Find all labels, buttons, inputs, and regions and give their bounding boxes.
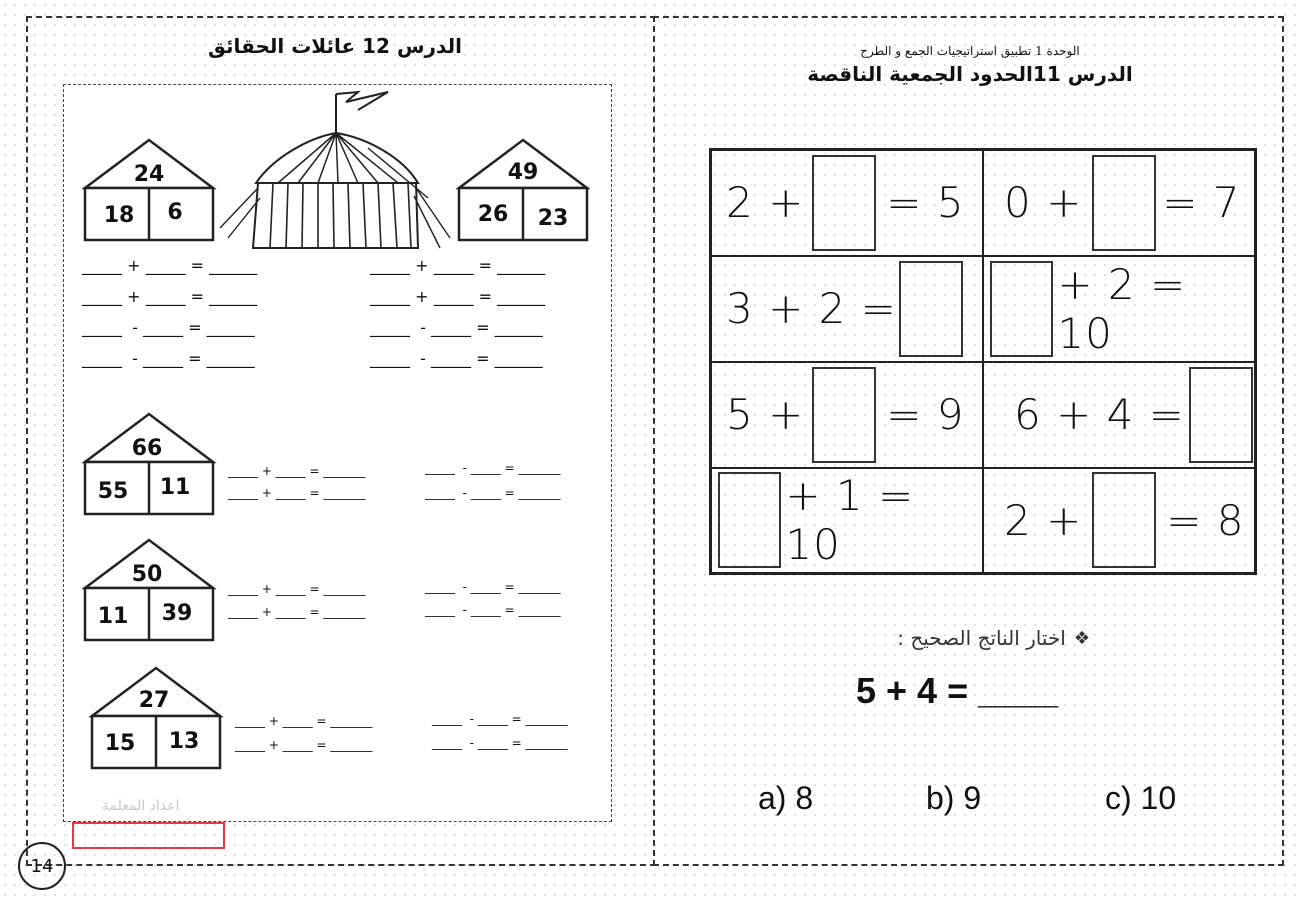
equation-line[interactable]: _____ + _____ = _______: [228, 486, 366, 500]
lesson-11-title: الدرس 11الحدود الجمعية الناقصة: [807, 62, 1133, 86]
fact-family-house-3: [83, 412, 215, 522]
unit-title: الوحدة 1 تطبيق استراتيجيات الجمع و الطرح: [860, 44, 1080, 58]
house-right-number: 6: [167, 200, 183, 225]
answer-blank[interactable]: [1189, 367, 1253, 463]
name-box[interactable]: [72, 822, 225, 849]
answer-blank[interactable]: [812, 367, 876, 463]
cell-text-left: 0 +: [1004, 178, 1083, 228]
equation-line[interactable]: _____ - _____ = ______: [82, 318, 255, 337]
cell-text-right: = 8: [1166, 495, 1245, 545]
cell-text-right: = 5: [886, 178, 965, 228]
equation-line[interactable]: _____ + _____ = _______: [235, 714, 373, 728]
answer-blank[interactable]: [1092, 472, 1156, 568]
cell-text-left: 2 +: [726, 178, 805, 228]
choose-answer-prompt: [860, 626, 1090, 650]
option-b[interactable]: b) 9: [926, 780, 982, 816]
answer-blank[interactable]: [812, 155, 876, 251]
house-left-number: 11: [97, 604, 129, 629]
cell-text-right: = 9: [886, 390, 965, 439]
question-equation: 5 + 4 = ____: [856, 670, 1059, 711]
fact-family-house-4: [83, 538, 215, 648]
missing-addends-table: [709, 148, 1257, 575]
equation-line[interactable]: _____ + _____ = ______: [370, 256, 546, 275]
equation-line[interactable]: _____ + _____ = ______: [82, 287, 258, 306]
fact-family-house-1: [83, 138, 215, 248]
equation-line[interactable]: _____ + _____ = _______: [228, 605, 366, 619]
grid-cell: [983, 468, 1256, 574]
equation-line[interactable]: _____ - _____ = ______: [82, 349, 255, 368]
answer-blank[interactable]: [899, 261, 963, 357]
cell-text-left: 2 +: [1004, 495, 1083, 545]
house-left-number: 55: [97, 479, 129, 504]
grid-cell: [983, 150, 1256, 256]
lesson-12-title: الدرس 12 عائلات الحقائق: [208, 34, 462, 58]
equation-line[interactable]: _____ - _____ = _______: [432, 712, 568, 726]
option-a[interactable]: a) 8: [758, 780, 814, 816]
fact-family-house-2: [457, 138, 589, 248]
equation-line[interactable]: _____ + _____ = _______: [235, 738, 373, 752]
grid-cell: [711, 256, 984, 362]
answer-blank[interactable]: [1092, 155, 1156, 251]
house-right-number: 11: [159, 475, 191, 500]
tent-illustration: [218, 88, 458, 258]
equation-line[interactable]: _____ + _____ = _______: [228, 582, 366, 596]
grid-cell: [983, 256, 1256, 362]
house-left-number: 15: [104, 731, 136, 756]
answer-blank[interactable]: [718, 472, 781, 568]
house-top-number: 50: [131, 562, 163, 587]
cell-text-right: = 7: [1162, 178, 1241, 228]
equation-line[interactable]: _____ + _____ = _______: [228, 464, 366, 478]
house-top-number: 24: [133, 162, 165, 187]
house-right-number: 23: [537, 206, 569, 231]
equation-line[interactable]: _____ - _____ = _______: [425, 486, 561, 500]
cell-text-right: + 2 = 10: [1057, 259, 1187, 358]
cell-text-left: 3 + 2 =: [726, 284, 897, 333]
house-left-number: 26: [477, 202, 509, 227]
equation-line[interactable]: _____ - _____ = _______: [425, 461, 561, 475]
teacher-credit: اعداد المعلمة: [102, 798, 180, 814]
equation-line[interactable]: _____ - _____ = ______: [370, 349, 543, 368]
equation-line[interactable]: _____ + _____ = ______: [82, 256, 258, 275]
equation-line[interactable]: _____ + _____ = ______: [370, 287, 546, 306]
prompt-text: اختار الناتج الصحيح :: [897, 626, 1066, 650]
option-c[interactable]: c) 10: [1105, 780, 1177, 816]
equation-line[interactable]: _____ - _____ = _______: [425, 603, 561, 617]
cell-text-left: 5 +: [726, 390, 805, 439]
grid-cell: [711, 468, 984, 574]
equation-line[interactable]: _____ - _____ = _______: [425, 580, 561, 594]
house-right-number: 13: [168, 729, 200, 754]
house-top-number: 49: [507, 160, 539, 185]
page-number: 14: [18, 842, 66, 890]
house-right-number: 39: [161, 601, 193, 626]
house-top-number: 27: [138, 688, 170, 713]
equation-line[interactable]: _____ - _____ = ______: [370, 318, 543, 337]
bullet-diamond-icon: ❖: [1073, 627, 1090, 649]
answer-blank[interactable]: [990, 261, 1053, 357]
house-top-number: 66: [131, 436, 163, 461]
grid-cell: [711, 150, 984, 256]
grid-cell: [983, 362, 1256, 468]
grid-cell: [711, 362, 984, 468]
house-left-number: 18: [103, 203, 135, 228]
equation-line[interactable]: _____ - _____ = _______: [432, 736, 568, 750]
fact-family-house-5: [90, 666, 222, 776]
cell-text-right: + 1 = 10: [785, 471, 915, 570]
cell-text-left: 6 + 4 =: [1014, 390, 1185, 439]
